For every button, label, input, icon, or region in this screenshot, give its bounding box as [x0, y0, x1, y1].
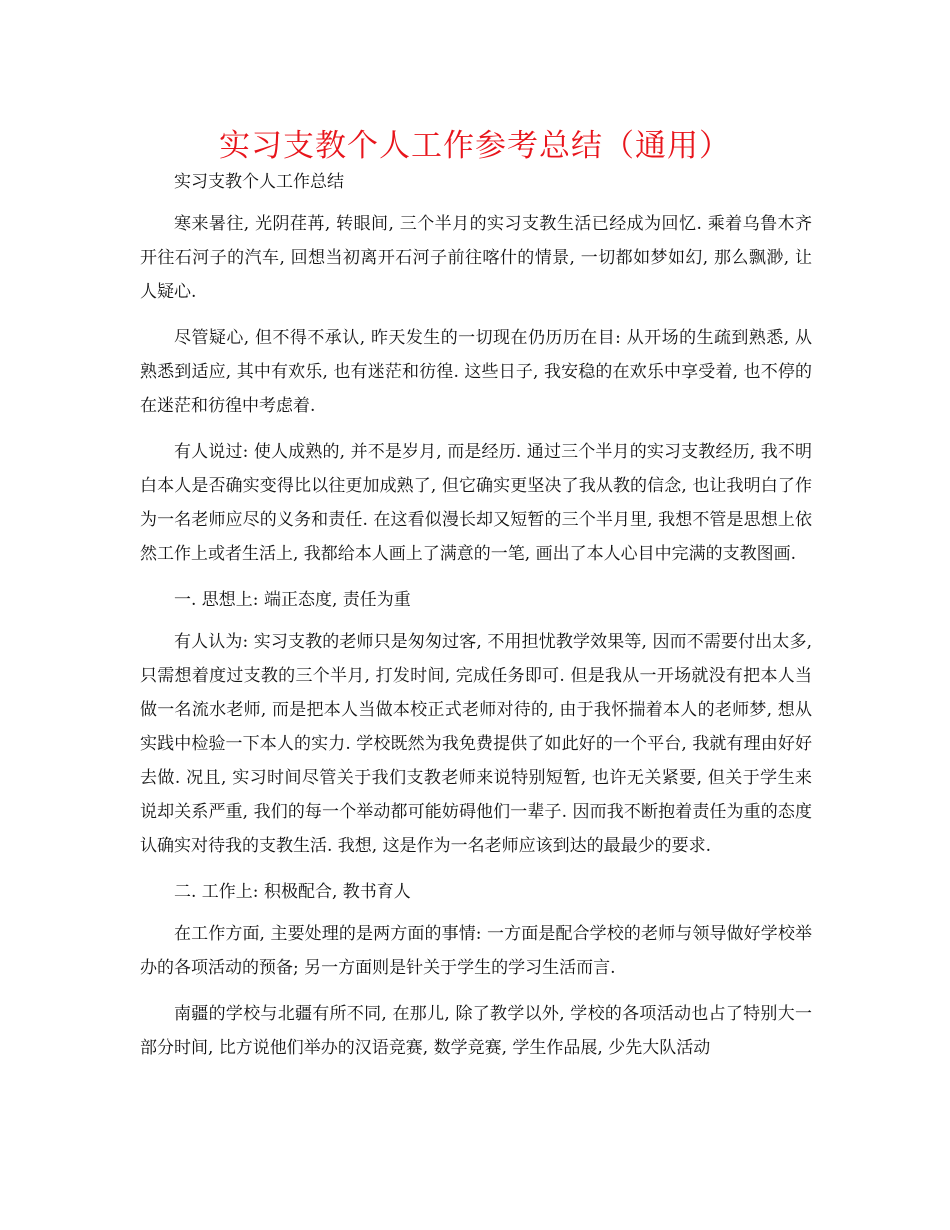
body-paragraph: 有人认为: 实习支教的老师只是匆匆过客, 不用担忧教学效果等, 因而不需要付出太多, 只需想着度过支教的三个半月, 打发时间, 完成任务即可. 但是我从一开场就没有把本人当做一名流水老师, 而是把本人当做本校正式老师对待的, 由于我怀揣着本人的老师梦, 想从实践中检验一下本人的实力. 学校既然为我免费提供了如此好的一个平台, 我就有理由好好去做. 况且, 实习时间尽管关于我们支教老师来说特别短暂, 也许无关紧要, 但关于学生来说却关系严重, 我们的每一个举动都可能妨碍他们一辈子. 因而我不断抱着责任为重的态度认确实对待我的支教生活. 我想, 这是作为一名老师应该到达的最最少的要求. [140, 632, 812, 856]
body-paragraph: 南疆的学校与北疆有所不同, 在那儿, 除了教学以外, 学校的各项活动也占了特别大一部分时间, 比方说他们举办的汉语竞赛, 数学竞赛, 学生作品展, 少先大队活动 [140, 1004, 812, 1058]
body-paragraph: 尽管疑心, 但不得不承认, 昨天发生的一切现在仍历历在目: 从开场的生疏到熟悉, 从熟悉到适应, 其中有欢乐, 也有迷茫和彷徨. 这些日子, 我安稳的在欢乐中享受着, 也不停的在迷茫和彷徨中考虑着. [140, 328, 812, 416]
section-heading: 二. 工作上: 积极配合, 教书育人 [174, 882, 411, 902]
subtitle-paragraph: 实习支教个人工作总结 [174, 172, 344, 192]
section-heading: 一. 思想上: 端正态度, 责任为重 [174, 590, 411, 610]
body-paragraph: 寒来暑往, 光阴荏苒, 转眼间, 三个半月的实习支教生活已经成为回忆. 乘着乌鲁木齐开往石河子的汽车, 回想当初离开石河子前往喀什的情景, 一切都如梦如幻, 那么飘渺, 让人疑心. [140, 214, 812, 302]
document-body [140, 165, 812, 1065]
body-paragraph: 在工作方面, 主要处理的是两方面的事情: 一方面是配合学校的老师与领导做好学校举办的各项活动的预备; 另一方面则是针关于学生的学习生活而言. [140, 924, 812, 978]
document-title: 实习支教个人工作参考总结（通用） [219, 128, 731, 164]
body-paragraph: 有人说过: 使人成熟的, 并不是岁月, 而是经历. 通过三个半月的实习支教经历, 我不明白本人是否确实变得比以往更加成熟了, 但它确实更坚决了我从教的信念, 也让我明白了作为一名老师应尽的义务和责任. 在这看似漫长却又短暂的三个半月里, 我想不管是思想上依然工作上或者生活上, 我都给本人画上了满意的一笔, 画出了本人心目中完满的支教图画. [140, 442, 812, 564]
